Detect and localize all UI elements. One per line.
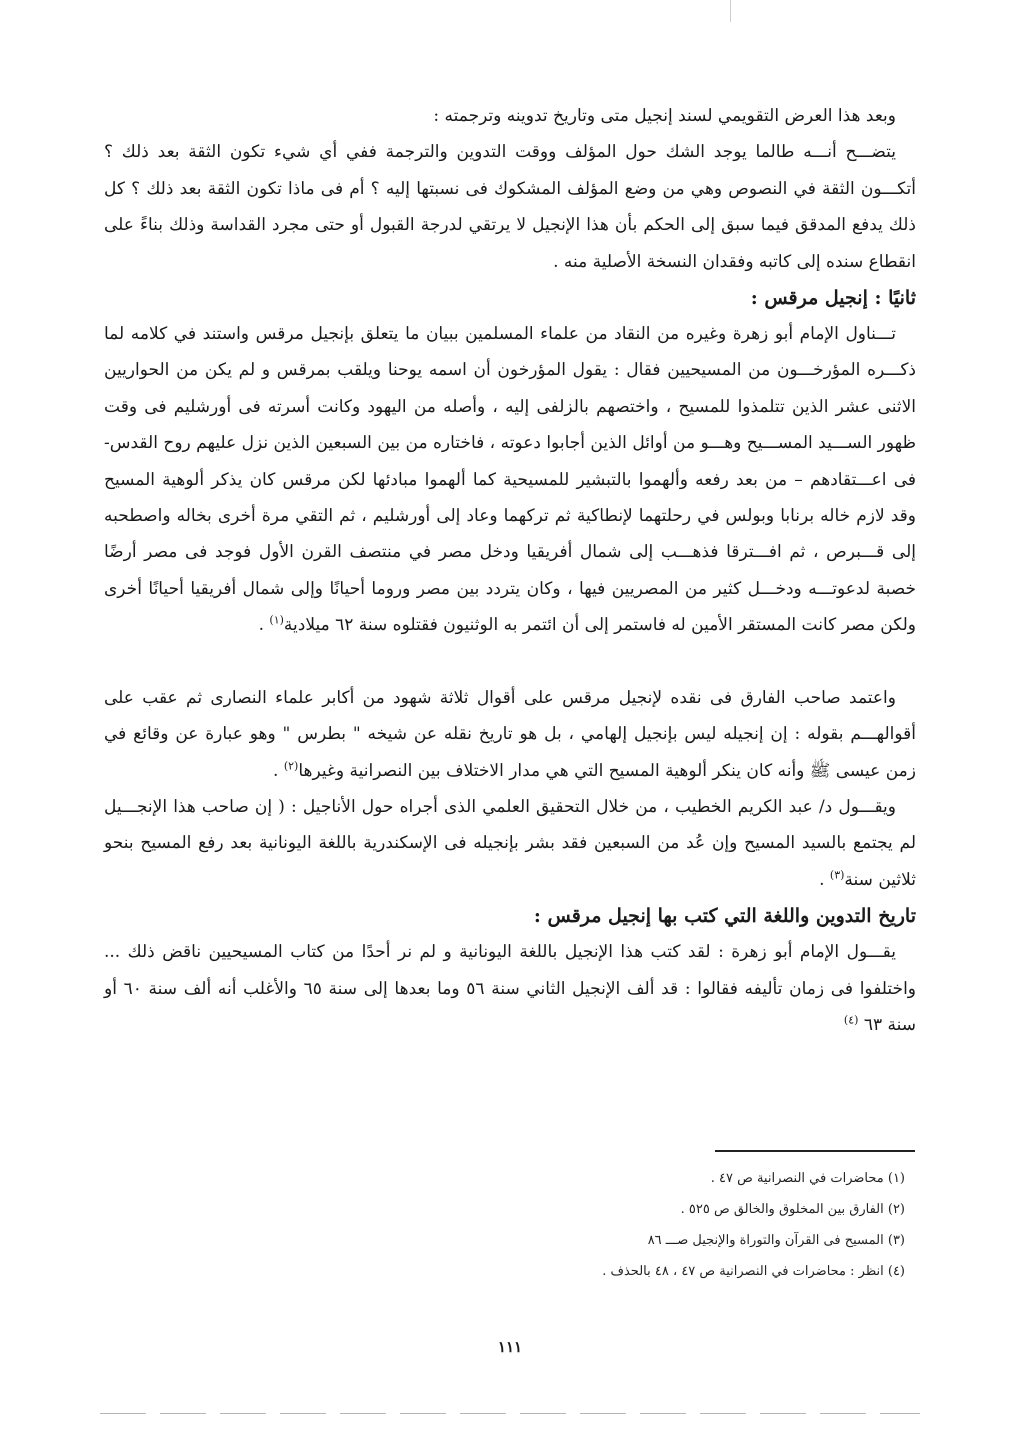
section-heading-date: تاريخ التدوين واللغة التي كتب بها إنجيل مرقس : [533, 905, 916, 928]
paragraph-conclusion: يتضـــح أنـــه طالما يوجد الشك حول المؤلف ووقت التدوين والترجمة ففي أي شيء تكون الثقة بعد ذلك ؟ أتكـــون الثقة في النصوص وهي من وضع المؤلف المشكوك فى نسبتها إليه ؟ أم فى ماذا تكون الثقة بعد ذلك ؟ كل ذلك يدفع المدقق فيما سبق إلى الحكم بأن هذا الإنجيل لا يرتقي لدرجة القبول أو حتى مجرد القداسة وذلك بناءً على انقطاع سنده إلى كاتبه وفقدان النسخة الأصلية منه . [104, 142, 916, 272]
paragraph-fariq [104, 680, 916, 789]
section-heading-mark: ثانيًا : إنجيل مرقس : [750, 287, 916, 310]
footnote-2: (٢) الفارق بين المخلوق والخالق ص ٥٢٥ . [680, 1202, 905, 1217]
footnote-3: (٣) المسيح فى القرآن والتوراة والإنجيل صـــ ٨٦ [647, 1233, 905, 1248]
footnotes [300, 1163, 905, 1287]
footnote-ref-4: (٤) [843, 1013, 859, 1027]
paragraph-gap [104, 644, 916, 680]
footnote-ref-2: (٢) [283, 758, 299, 772]
footnote-ref-1: (١) [269, 613, 284, 627]
paragraph-language-text: يقـــول الإمام أبو زهرة : لقد كتب هذا الإنجيل باللغة اليونانية و لم نر أحدًا من كتاب المسيحيين ناقض ذلك ... واختلفوا فى زمان تأليفه فقالوا : قد ألف الإنجيل الثاني سنة ٥٦ وما بعدها إلى سنة ٦٥ والأغلب أنه ألف سنة ٦٠ أو سنة ٦٣ [104, 942, 916, 1035]
footnote-1: (١) محاضرات في النصرانية ص ٤٧ . [710, 1171, 905, 1186]
paragraph-fariq-text: واعتمد صاحب الفارق فى نقده لإنجيل مرقس على أقوال ثلاثة شهود من أكابر علماء النصارى ثم عقب على أقوالهـــم بقوله : إن إنجيله ليس بإنجيل إلهامي ، بل هو تاريخ نقله عن شيخه " بطرس " وهو عبارة عن وقائع في زمن عيسى ﷺ وأنه كان ينكر ألوهية المسيح التي هي مدار الاختلاف بين النصرانية وغيرها [104, 687, 916, 781]
paragraph-end: . [273, 760, 284, 781]
paragraph-language [104, 934, 916, 1043]
paragraph-end: . [819, 869, 830, 890]
footnote-4: (٤) انظر : محاضرات في النصرانية ص ٤٧ ، ٤٨ بالحذف . [602, 1264, 905, 1279]
bottom-border-dashes [100, 1413, 920, 1414]
footnote-separator [715, 1150, 915, 1152]
paragraph-mark-author [104, 316, 916, 644]
page-number: ١١١ [497, 1338, 523, 1356]
main-text [104, 98, 916, 1043]
paragraph-intro: وبعد هذا العرض التقويمي لسند إنجيل متى وتاريخ تدوينه وترجمته : [433, 106, 896, 126]
paragraph-mark-author-text: تـــناول الإمام أبو زهرة وغيره من النقاد من علماء المسلمين ببيان ما يتعلق بإنجيل مرقس واستند في كلامه لما ذكـــره المؤرخـــون من المسيحيين فقال : يقول المؤرخون أن اسمه يوحنا ويلقب بمرقس و لم يكن من الحواريين الاثنى عشر الذين تتلمذوا للمسيح ، واختصهم بالزلفى إليه ، وأصله من اليهود وكانت أسرته فى أورشليم فى وقت ظهور الســـيد المســـيح وهـــو من أوائل الذين أجابوا دعوته ، فاختاره من بين السبعين الذين نزل عليهم روح القدس- فى اعـــتقادهم – من بعد رفعه وألهموا بالتبشير للمسيحية كما ألهموا مبادئها لكن مرقس كان يذكر ألوهية المسيح وقد لازم خاله برنابا وبولس في رحلتهما لإنطاكية ثم تركهما وعاد إلى أورشليم ، ثم التقي مرة أخرى بخاله واصطحبه إلى قـــبرص ، ثم افـــترقا فذهـــب إلى شمال أفريقيا ودخل مصر في منتصف القرن الأول فوجد فى مصر أرضًا خصبة لدعوتـــه ودخـــل كثير من المصريين فيها ، وكان يتردد بين مصر وروما أحيانًا وإلى شمال أفريقيا أحيانًا أخرى ولكن مصر كانت المستقر الأمين له فاستمر إلى أن ائتمر به الوثنيون فقتلوه سنة ٦٢ ميلادية [104, 324, 916, 636]
paragraph-end: . [258, 615, 270, 636]
footnote-ref-3: (٣) [829, 868, 845, 882]
paragraph-khatib-text: ويقـــول د/ عبد الكريم الخطيب ، من خلال التحقيق العلمي الذى أجراه حول الأناجيل : ( إن صاحب هذا الإنجـــيل لم يجتمع بالسيد المسيح وإن عُد من السبعين فقد بشر بإنجيله فى الإسكندرية باللغة اليونانية بعد رفع المسيح بنحو ثلاثين سنة [104, 796, 916, 890]
scan-mark [730, 0, 731, 22]
paragraph-khatib [104, 789, 916, 898]
